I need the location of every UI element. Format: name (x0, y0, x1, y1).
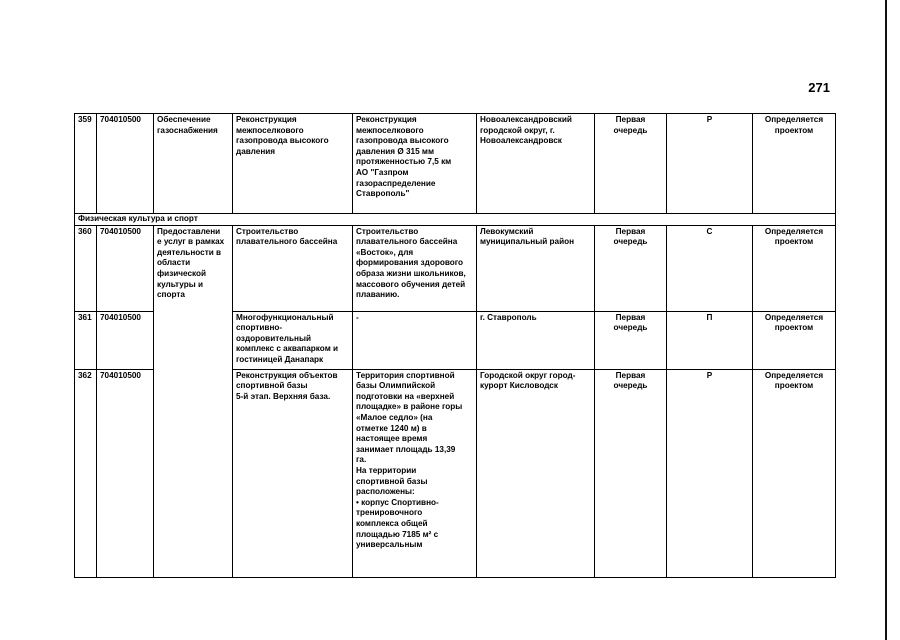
row-code: 704010500 (97, 225, 154, 311)
row-code: 704010500 (97, 369, 154, 577)
table-row (75, 225, 836, 311)
row-queue: Первая очередь (595, 369, 667, 577)
row-location: Новоалександровский городской округ, г. Новоалександровск (477, 114, 595, 214)
row-status: П (667, 311, 753, 369)
row-queue: Первая очередь (595, 311, 667, 369)
row-object: Строительство плавательного бассейна (233, 225, 353, 311)
section-header-row (75, 214, 836, 226)
row-queue: Первая очередь (595, 114, 667, 214)
row-zone: Определяется проектом (753, 311, 836, 369)
row-zone: Определяется проектом (753, 114, 836, 214)
row-status: С (667, 225, 753, 311)
row-location: Городской округ город- курорт Кисловодск (477, 369, 595, 577)
row-location: Левокумский муниципальный район (477, 225, 595, 311)
row-category: Обеспечение газоснабжения (154, 114, 233, 214)
row-status: Р (667, 114, 753, 214)
row-status: Р (667, 369, 753, 577)
row-location: г. Ставрополь (477, 311, 595, 369)
row-code: 704010500 (97, 114, 154, 214)
row-characteristics: Реконструкция межпоселкового газопровода высокого давления Ø 315 мм протяженностью 7,5 км АО "Газпром газораспределение Ставрополь" (353, 114, 477, 214)
page-edge-border (885, 0, 887, 640)
row-queue: Первая очередь (595, 225, 667, 311)
row-zone: Определяется проектом (753, 369, 836, 577)
row-object: Реконструкция объектов спортивной базы 5-й этап. Верхняя база. (233, 369, 353, 577)
row-number: 360 (75, 225, 97, 311)
row-zone: Определяется проектом (753, 225, 836, 311)
table-row (75, 114, 836, 214)
row-number: 362 (75, 369, 97, 577)
section-title: Физическая культура и спорт (75, 214, 836, 226)
row-number: 361 (75, 311, 97, 369)
row-characteristics: Территория спортивной базы Олимпийской подготовки на «верхней площадке» в районе горы «Малое седло» (на отметке 1240 м) в настоящее время занимает площадь 13,39 га. На территории спортивной базы расположены: • корпус Спортивно- тренировочного комплекса общей площадью 7185 м² с универсальным (353, 369, 477, 577)
page-number: 271 (808, 80, 830, 95)
planning-table (74, 113, 836, 578)
row-object: Реконструкция межпоселкового газопровода высокого давления (233, 114, 353, 214)
row-characteristics: Строительство плавательного бассейна «Восток», для формирования здорового образа жизни школьников, массового обучения детей плаванию. (353, 225, 477, 311)
row-code: 704010500 (97, 311, 154, 369)
row-object: Многофункциональный спортивно- оздоровительный комплекс с аквапарком и гостиницей Данапарк (233, 311, 353, 369)
row-characteristics: - (353, 311, 477, 369)
row-number: 359 (75, 114, 97, 214)
row-category: Предоставлени е услуг в рамках деятельности в области физической культуры и спорта (154, 225, 233, 577)
